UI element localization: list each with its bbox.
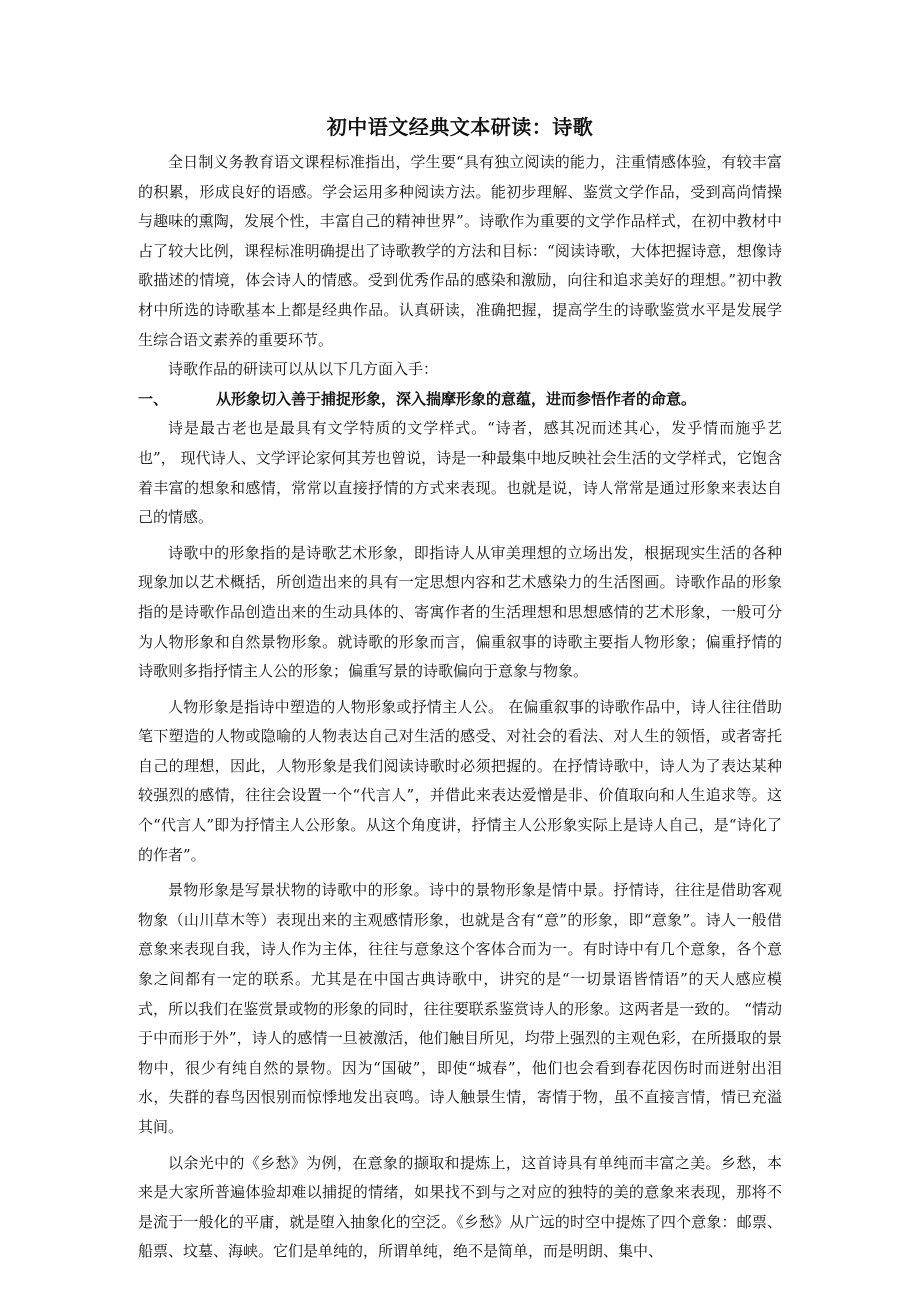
- section-paragraph-3: 人物形象是指诗中塑造的人物形象或抒情主人公。 在偏重叙事的诗歌作品中，诗人往往借助笔下塑造的人物或隐喻的人物表达自己对生活的感受、对社会的看法、对人生的领悟，或者寄托自己的理想，因此，人物形象是我们阅读诗歌时必须把握的。在抒情诗歌中，诗人为了表达某种较强烈的感情，往往会设置一个“代言人”，并借此来表达爱憎是非、价值取向和人生追求等。这个“代言人”即为抒情主人公形象。从这个角度讲，抒情主人公形象实际上是诗人自己，是“诗化了的作者”。: [138, 697, 782, 864]
- section-heading-text: 从形象切入善于捕捉形象，深入揣摩形象的意蕴，进而参悟作者的命意。: [216, 389, 697, 408]
- section-paragraph-2: 诗歌中的形象指的是诗歌艺术形象，即指诗人从审美理想的立场出发，根据现实生活的各种现象加以艺术概括，所创造出来的具有一定思想内容和艺术感染力的生活图画。诗歌作品的形象指的是诗歌作品创造出来的生动具体的、寄寓作者的生活理想和思想感情的艺术形象，一般可分为人物形象和自然景物形象。就诗歌的形象而言，偏重叙事的诗歌主要指人物形象；偏重抒情的诗歌则多指抒情主人公的形象；偏重写景的诗歌偏向于意象与物象。: [138, 543, 782, 681]
- section-paragraph-1: 诗是最古老也是最具有文学特质的文学样式。“诗者，感其况而述其心，发乎情而施乎艺也”， 现代诗人、文学评论家何其芳也曾说，诗是一种最集中地反映社会生活的文学样式，它饱含着丰富的想象和感情，常常以直接抒情的方式来表现。也就是说，诗人常常是通过形象来表达自己的情感。: [138, 419, 782, 527]
- section-heading: [138, 385, 782, 415]
- section-paragraph-4: 景物形象是写景状物的诗歌中的形象。诗中的景物形象是情中景。抒情诗，往往是借助客观物象（山川草木等）表现出来的主观感情形象，也就是含有“意”的形象，即“意象”。诗人一般借意象来表现自我，诗人作为主体，往往与意象这个客体合而为一。有时诗中有几个意象，各个意象之间都有一定的联系。尤其是在中国古典诗歌中，讲究的是“一切景语皆情语”的天人感应模式，所以我们在鉴赏景或物的形象的同时，往往要联系鉴赏诗人的形象。这两者是一致的。 “情动于中而形于外”，诗人的感情一旦被激活，他们触目所见，均带上强烈的主观色彩，在所摄取的景物中，很少有纯自然的景物。因为“国破”，即使“城春”，他们也会看到春花因伤时而迸射出泪水，失群的春鸟因恨别而惊悸地发出哀鸣。诗人触景生情，寄情于物，虽不直接言情，情已充溢其间。: [138, 881, 782, 1136]
- section-paragraph-5: 以余光中的《乡愁》为例，在意象的撷取和提炼上，这首诗具有单纯而丰富之美。乡愁，本来是大家所普遍体验却难以捕捉的情绪，如果找不到与之对应的独特的美的意象来表现，那将不是流于一般化的平庸，就是堕入抽象化的空泛。《乡愁》从广远的时空中提炼了四个意象：邮票、船票、坟墓、海峡。它们是单纯的，所谓单纯，绝不是简单，而是明朗、集中、: [138, 1153, 782, 1261]
- document-title: 初中语文经典文本研读：诗歌: [326, 115, 594, 139]
- intro-paragraph-1: 全日制义务教育语文课程标准指出，学生要“具有独立阅读的能力，注重情感体验，有较丰富的积累，形成良好的语感。学会运用多种阅读方法。能初步理解、鉴赏文学作品，受到高尚情操与趣味的熏陶，发展个性，丰富自己的精神世界”。诗歌作为重要的文学作品样式，在初中教材中占了较大比例，课程标准明确提出了诗歌教学的方法和目标：“阅读诗歌，大体把握诗意，想像诗歌描述的情境，体会诗人的情感。受到优秀作品的感染和激励，向往和追求美好的理想。”初中教材中所选的诗歌基本上都是经典作品。认真研读，准确把握，提高学生的诗歌鉴赏水平是发展学生综合语文素养的重要环节。: [138, 153, 782, 349]
- intro-paragraph-2: 诗歌作品的研读可以从以下几方面入手：: [168, 360, 439, 379]
- section-number: 一、: [138, 389, 169, 408]
